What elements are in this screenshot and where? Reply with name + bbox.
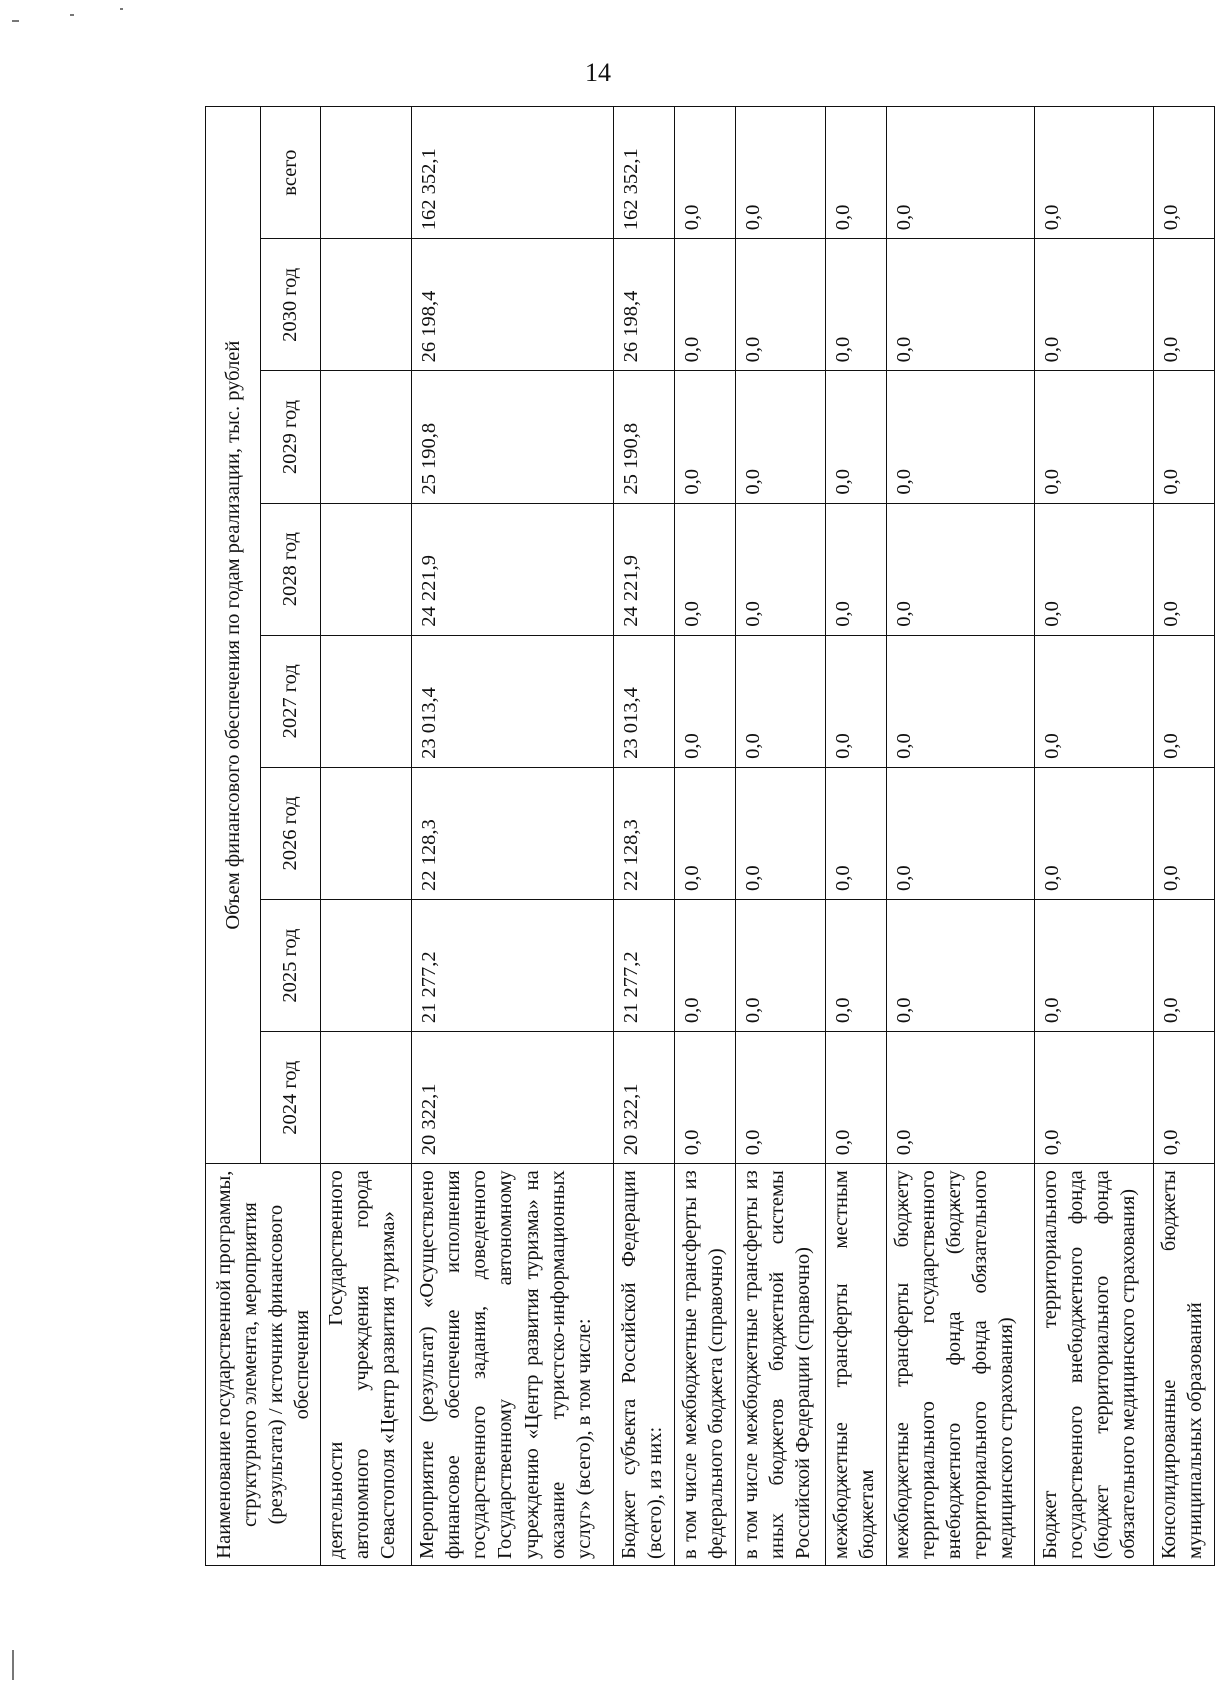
cell-value: 25 190,8 — [412, 371, 613, 503]
cell-value: 0,0 — [1035, 767, 1153, 899]
cell-value — [321, 1032, 412, 1164]
cell-value: 0,0 — [825, 767, 886, 899]
cell-value — [321, 371, 412, 503]
cell-value: 25 190,8 — [613, 371, 674, 503]
volume-header: Объем финансового обеспечения по годам реализации, тыс. рублей — [206, 107, 261, 1164]
cell-value: 20 322,1 — [412, 1032, 613, 1164]
row-name: межбюджетные трансферты бюджету территориального государственного внебюджетного фонда (бюджету территориального фонда обязательного медицинского страхования) — [887, 1164, 1035, 1566]
table-row — [1153, 107, 1214, 1566]
scan-mark — [12, 20, 19, 22]
cell-value: 0,0 — [674, 635, 735, 767]
cell-value: 0,0 — [887, 899, 1035, 1031]
cell-value: 0,0 — [1153, 503, 1214, 635]
cell-value: 0,0 — [887, 107, 1035, 239]
row-name: Бюджет территориального государственного внебюджетного фонда (бюджет территориального фонда обязательного медицинского страхования) — [1035, 1164, 1153, 1566]
cell-value: 26 198,4 — [412, 239, 613, 371]
page-number: 14 — [585, 58, 611, 87]
cell-value: 0,0 — [1035, 239, 1153, 371]
year-header: 2025 год — [261, 899, 321, 1031]
cell-value: 0,0 — [1035, 503, 1153, 635]
table-row — [887, 107, 1035, 1566]
cell-value: 0,0 — [1153, 899, 1214, 1031]
cell-value: 0,0 — [1153, 1032, 1214, 1164]
cell-value: 0,0 — [887, 635, 1035, 767]
row-name: Мероприятие (результат) «Осуществлено финансовое обеспечение исполнения государственного задания, доведенного Государственному автономному учреждению «Центр развития туризма» на оказание туристско-информационных услуг» (всего), в том числе: — [412, 1164, 613, 1566]
cell-value: 0,0 — [736, 371, 825, 503]
cell-value: 0,0 — [1035, 635, 1153, 767]
cell-value: 0,0 — [825, 239, 886, 371]
table-row — [674, 107, 735, 1566]
row-name: деятельности Государственного автономного учреждения города Севастополя «Центр развития туризма» — [321, 1164, 412, 1566]
table-row — [1035, 107, 1153, 1566]
year-header: 2028 год — [261, 503, 321, 635]
cell-value — [321, 635, 412, 767]
cell-value: 0,0 — [887, 767, 1035, 899]
cell-value: 24 221,9 — [613, 503, 674, 635]
cell-value: 0,0 — [674, 1032, 735, 1164]
cell-value: 0,0 — [736, 899, 825, 1031]
cell-value: 162 352,1 — [613, 107, 674, 239]
cell-value: 0,0 — [825, 107, 886, 239]
cell-value: 0,0 — [1035, 899, 1153, 1031]
cell-value: 21 277,2 — [613, 899, 674, 1031]
row-name: Бюджет субъекта Российской Федерации (всего), из них: — [613, 1164, 674, 1566]
cell-value: 0,0 — [887, 1032, 1035, 1164]
table-row — [412, 107, 613, 1566]
cell-value: 21 277,2 — [412, 899, 613, 1031]
table-row — [736, 107, 825, 1566]
cell-value: 20 322,1 — [613, 1032, 674, 1164]
cell-value: 0,0 — [736, 107, 825, 239]
cell-value: 22 128,3 — [613, 767, 674, 899]
cell-value: 0,0 — [674, 767, 735, 899]
scan-mark — [70, 14, 74, 16]
year-header: 2026 год — [261, 767, 321, 899]
cell-value: 0,0 — [1035, 371, 1153, 503]
financing-table — [205, 106, 1215, 1566]
cell-value: 0,0 — [1153, 107, 1214, 239]
cell-value: 0,0 — [1153, 239, 1214, 371]
row-name: Консолидированные бюджеты муниципальных образований — [1153, 1164, 1214, 1566]
cell-value: 0,0 — [825, 635, 886, 767]
table-row — [613, 107, 674, 1566]
rotated-table-container — [205, 106, 1215, 1566]
table-header-row — [206, 107, 261, 1566]
cell-value — [321, 899, 412, 1031]
cell-value: 0,0 — [736, 767, 825, 899]
cell-value: 0,0 — [1035, 107, 1153, 239]
cell-value: 0,0 — [825, 1032, 886, 1164]
cell-value — [321, 239, 412, 371]
cell-value: 0,0 — [887, 503, 1035, 635]
cell-value: 0,0 — [825, 899, 886, 1031]
cell-value: 0,0 — [736, 1032, 825, 1164]
scan-mark — [120, 8, 123, 10]
cell-value: 0,0 — [825, 371, 886, 503]
cell-value: 0,0 — [736, 503, 825, 635]
cell-value: 23 013,4 — [613, 635, 674, 767]
cell-value: 0,0 — [674, 503, 735, 635]
cell-value: 24 221,9 — [412, 503, 613, 635]
cell-value: 0,0 — [674, 371, 735, 503]
cell-value: 26 198,4 — [613, 239, 674, 371]
year-header: 2029 год — [261, 371, 321, 503]
table-row — [321, 107, 412, 1566]
cell-value: 0,0 — [887, 371, 1035, 503]
year-header: 2024 год — [261, 1032, 321, 1164]
cell-value: 22 128,3 — [412, 767, 613, 899]
cell-value: 0,0 — [1035, 1032, 1153, 1164]
year-header: 2030 год — [261, 239, 321, 371]
cell-value — [321, 767, 412, 899]
cell-value: 0,0 — [1153, 767, 1214, 899]
year-header: 2027 год — [261, 635, 321, 767]
cell-value: 0,0 — [825, 503, 886, 635]
row-name: в том числе межбюджетные трансферты из федерального бюджета (справочно) — [674, 1164, 735, 1566]
cell-value: 0,0 — [674, 107, 735, 239]
cell-value — [321, 107, 412, 239]
total-header: всего — [261, 107, 321, 239]
cell-value: 0,0 — [1153, 371, 1214, 503]
cell-value: 0,0 — [736, 239, 825, 371]
cell-value: 0,0 — [887, 239, 1035, 371]
cell-value: 162 352,1 — [412, 107, 613, 239]
name-column-header: Наименование государственной программы, структурного элемента, мероприятия (результата) / источник финансового обеспечения — [206, 1164, 321, 1566]
cell-value: 0,0 — [1153, 635, 1214, 767]
cell-value: 23 013,4 — [412, 635, 613, 767]
row-name: межбюджетные трансферты местным бюджетам — [825, 1164, 886, 1566]
cell-value: 0,0 — [674, 899, 735, 1031]
cell-value: 0,0 — [674, 239, 735, 371]
table-row — [825, 107, 886, 1566]
cell-value: 0,0 — [736, 635, 825, 767]
scan-mark — [12, 1650, 14, 1680]
row-name: в том числе межбюджетные трансферты из иных бюджетов бюджетной системы Российской Федерации (справочно) — [736, 1164, 825, 1566]
cell-value — [321, 503, 412, 635]
